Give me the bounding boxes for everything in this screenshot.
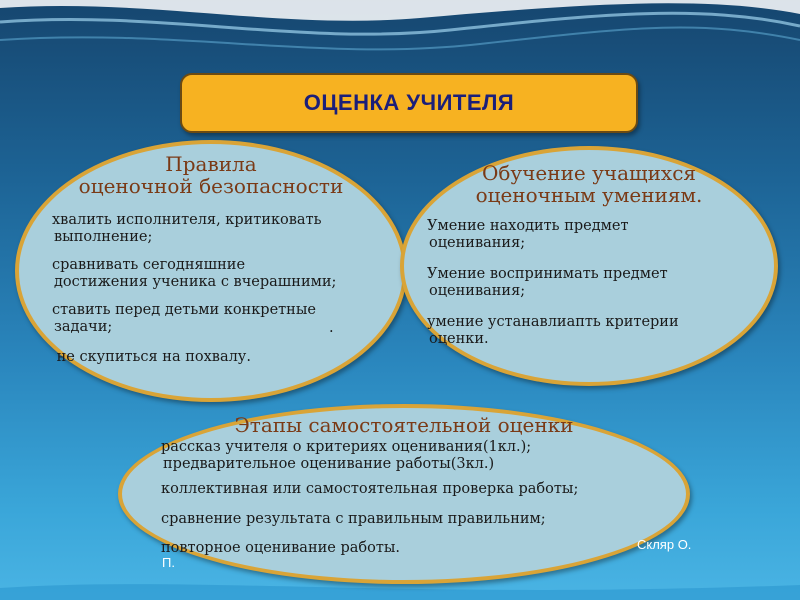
list-item	[152, 511, 546, 528]
training-heading-line1: Обучение учащихся	[481, 161, 697, 185]
author-name: Скляр О.	[637, 537, 692, 552]
training-oval	[400, 146, 778, 386]
list-item	[418, 266, 668, 299]
list-item	[418, 314, 679, 347]
item-text: ставить перед детьми конкретные	[52, 302, 316, 318]
list-item	[43, 212, 322, 245]
item-text-cont: оценки.	[429, 330, 489, 347]
item-text: повторное оценивание работы.	[161, 540, 401, 556]
title-box	[180, 73, 638, 133]
item-text-cont: оценивания;	[429, 282, 526, 299]
author-initial: П.	[162, 555, 175, 570]
item-text: сравнивать сегодняшние	[52, 257, 246, 273]
list-item	[418, 218, 629, 251]
list-item	[43, 257, 336, 290]
item-text: хвалить исполнителя, критиковать	[52, 212, 322, 228]
item-text-cont: достижения ученика с вчерашними;	[54, 273, 337, 290]
item-text: Умение воспринимать предмет	[427, 266, 668, 282]
list-item	[152, 439, 531, 472]
item-text: коллективная или самостоятельная проверка работы;	[161, 481, 579, 497]
rules-heading-line2: оценочной безопасности	[78, 174, 344, 199]
training-heading	[404, 162, 774, 207]
rules-heading	[19, 153, 403, 198]
item-text-cont: выполнение;	[54, 228, 153, 245]
item-text: умение устанавлиапть критерии	[427, 314, 679, 330]
item-text: сравнение результата с правильным правильним;	[161, 511, 546, 527]
item-text-cont: задачи;	[54, 318, 113, 335]
list-item	[152, 540, 400, 557]
stray-dot: .	[329, 320, 334, 336]
list-item	[43, 302, 316, 335]
rules-oval	[15, 140, 407, 402]
stages-heading: Этапы самостоятельной оценки	[234, 413, 574, 437]
stages-oval	[118, 404, 690, 584]
rules-heading-line1: Правила	[165, 152, 257, 176]
item-text: не скупиться на похвалу.	[52, 349, 251, 365]
page-title: ОЦЕНКА УЧИТЕЛЯ	[303, 90, 515, 115]
item-text-cont: оценивания;	[429, 234, 526, 251]
item-text-cont: предварительное оценивание работы(3кл.)	[163, 455, 495, 472]
list-item	[43, 349, 251, 366]
item-text: Умение находить предмет	[427, 218, 629, 234]
training-heading-line2: оценочным умениям.	[475, 183, 703, 208]
item-text: рассказ учителя о критериях оценивания(1кл.);	[161, 439, 532, 455]
list-item	[152, 481, 578, 498]
